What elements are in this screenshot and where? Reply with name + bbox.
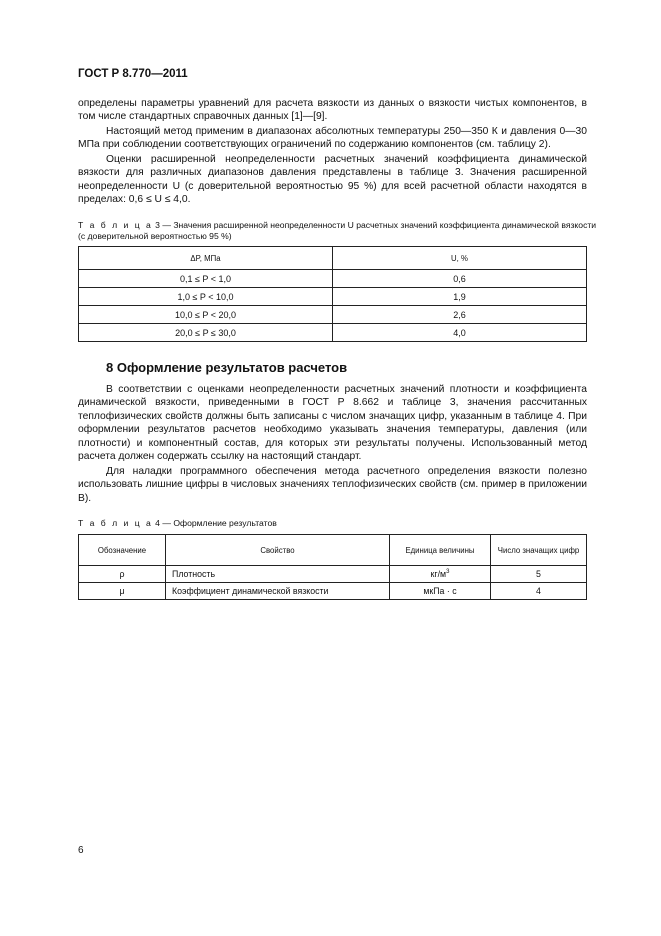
table4-caption [78, 518, 598, 529]
section-8-title: 8 Оформление результатов расчетов [106, 360, 348, 375]
table3-caption-text: 3 — Значения расширенной неопределенности U расчетных значений коэффициента динамической вязкости (с доверительной вероятностью 95 %) [78, 220, 597, 241]
document-code-header: ГОСТ Р 8.770—2011 [78, 68, 188, 80]
table4-caption-prefix: Т а б л и ц а [78, 518, 153, 528]
column-header-unit: Единица величины [390, 535, 491, 566]
column-header-pressure: ΔP, МПа [79, 247, 333, 270]
uncertainty-value-cell: 1,9 [333, 288, 587, 306]
uncertainty-value-cell: 2,6 [333, 306, 587, 324]
paragraph-results-format: В соответствии с оценками неопределенности расчетных значений плотности и коэффициента динамической вязкости, приведенными в ГОСТ Р 8.662 и таблице 3, значения рассчитанных теплофизических свойств должны быть записаны с числом значащих цифр, указанным в таблице 4. При оформлении результатов расчетов необходимо указывать значения температуры, давления (или плотности) и компонентный состав, для которых эти результаты получены. Использованный метод расчета должен содержать ссылку на настоящий стандарт. [78, 384, 587, 463]
uncertainty-value-cell: 4,0 [333, 324, 587, 342]
results-format-table [78, 534, 587, 600]
paragraph-params: определены параметры уравнений для расчета вязкости из данных о вязкости чистых компонентов, в том числе стандартных справочных данных [1]—[9]. [78, 98, 587, 123]
table-row [79, 270, 587, 288]
digits-cell: 4 [491, 583, 587, 600]
column-header-property: Свойство [166, 535, 390, 566]
digits-cell: 5 [491, 566, 587, 583]
unit-superscript: 3 [446, 569, 450, 576]
table3-caption [78, 220, 598, 242]
table-row [79, 288, 587, 306]
table3-caption-prefix: Т а б л и ц а [78, 220, 153, 230]
table-header-row [79, 247, 587, 270]
table-row [79, 324, 587, 342]
property-cell: Коэффициент динамической вязкости [166, 583, 390, 600]
table4-caption-text: 4 — Оформление результатов [152, 518, 277, 528]
uncertainty-value-cell: 0,6 [333, 270, 587, 288]
table-row [79, 583, 587, 600]
pressure-range-cell: 20,0 ≤ P ≤ 30,0 [79, 324, 333, 342]
column-header-digits: Число значащих цифр [491, 535, 587, 566]
table-row [79, 306, 587, 324]
pressure-range-cell: 10,0 ≤ P < 20,0 [79, 306, 333, 324]
paragraph-range: Настоящий метод применим в диапазонах абсолютных температуры 250—350 К и давления 0—30 МПа при соблюдении соответствующих ограничений по содержанию компонентов (см. таблицу 2). [78, 126, 587, 151]
unit-text: мкПа · с [423, 586, 457, 596]
symbol-cell: μ [79, 583, 166, 600]
table-row [79, 566, 587, 583]
page-number: 6 [78, 845, 84, 856]
unit-cell [390, 566, 491, 583]
property-cell: Плотность [166, 566, 390, 583]
unit-cell [390, 583, 491, 600]
unit-text: кг/м [430, 569, 447, 579]
paragraph-uncertainty: Оценки расширенной неопределенности расчетных значений коэффициента динамической вязкости для различных диапазонов давления представлены в таблице 3. Значения расширенной неопределенности U (с доверительной вероятностью 95 %) для всей расчетной области находятся в пределах: 0,6 ≤ U ≤ 4,0. [78, 154, 587, 206]
column-header-uncertainty: U, % [333, 247, 587, 270]
symbol-cell: ρ [79, 566, 166, 583]
uncertainty-table [78, 246, 587, 342]
column-header-symbol: Обозначение [79, 535, 166, 566]
table-header-row [79, 535, 587, 566]
pressure-range-cell: 1,0 ≤ P < 10,0 [79, 288, 333, 306]
paragraph-software-tuning: Для наладки программного обеспечения метода расчетного определения вязкости полезно использовать лишние цифры в числовых значениях теплофизических свойств (см. пример в приложении В). [78, 466, 587, 504]
pressure-range-cell: 0,1 ≤ P < 1,0 [79, 270, 333, 288]
